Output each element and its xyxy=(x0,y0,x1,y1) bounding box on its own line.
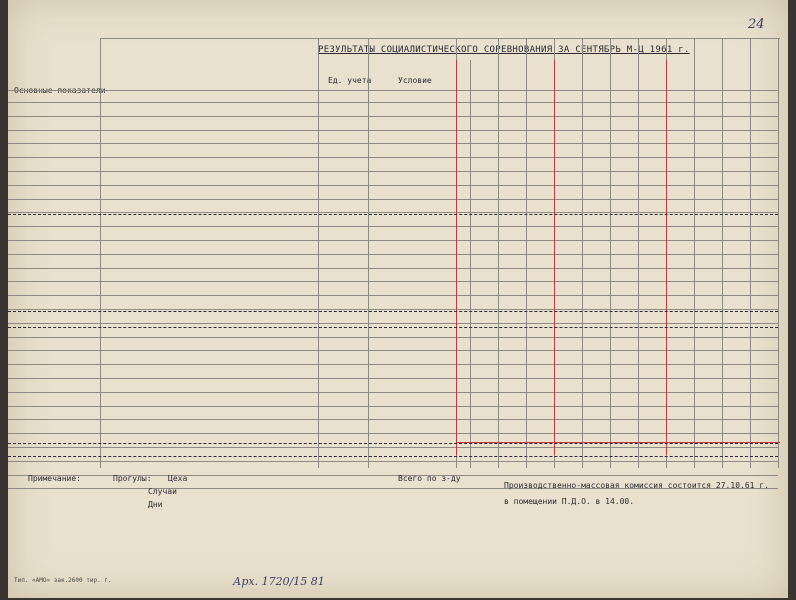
absence-label: Прогулы: xyxy=(113,474,152,483)
grid-row-line xyxy=(8,116,778,117)
grid-col-line xyxy=(526,60,527,468)
grid-row-line xyxy=(8,323,778,324)
grid-row-line xyxy=(8,268,778,269)
dashed-separator xyxy=(8,456,778,457)
grid-row-line xyxy=(8,406,778,407)
document-title: РЕЗУЛЬТАТЫ СОЦИАЛИСТИЧЕСКОГО СОРЕВНОВАНИЯ ЗА СЕНТЯБРЬ М-Ц 1961 г. xyxy=(318,45,690,55)
col-number-line xyxy=(8,90,778,91)
grid-col-line xyxy=(638,60,639,468)
page-number: 24 xyxy=(748,17,765,32)
dashed-separator xyxy=(8,327,778,328)
grid-row-line xyxy=(8,433,778,434)
dashed-separator xyxy=(8,311,778,312)
grid-row-line xyxy=(8,130,778,131)
grid-row-line xyxy=(8,171,778,172)
grid-row-line xyxy=(8,309,778,310)
grid-row-line xyxy=(8,185,778,186)
grid-row-line xyxy=(8,337,778,338)
grid-col-line xyxy=(582,60,583,468)
dashed-separator xyxy=(8,214,778,215)
grid-row-line xyxy=(8,295,778,296)
header-unit: Ед. учета xyxy=(328,76,372,85)
grid-col-line xyxy=(750,60,751,468)
grid-col-line xyxy=(368,38,369,468)
grid-row-line xyxy=(8,226,778,227)
archive-reference: Арх. 1720/15 81 xyxy=(233,575,325,588)
workshop-label: Цеха xyxy=(168,474,188,483)
grid-row-line xyxy=(8,157,778,158)
grid-col-line xyxy=(610,60,611,468)
grid-row-line xyxy=(8,240,778,241)
red-column-divider xyxy=(666,60,667,455)
dashed-separator xyxy=(8,443,778,444)
commission-line-1: Производственно-массовая комиссия состоится 27.10.61 г. xyxy=(504,481,769,490)
print-mark: Тип. «АМО» зак.2600 тир. г. xyxy=(14,577,112,584)
grid-col-line xyxy=(470,60,471,468)
grid-col-line xyxy=(722,60,723,468)
cases-label: Случаи xyxy=(148,487,177,496)
grid-col-line xyxy=(498,60,499,468)
document-sheet xyxy=(8,0,788,598)
days-label: Дни xyxy=(148,500,163,509)
red-column-divider xyxy=(456,60,457,455)
grid-row-line xyxy=(8,254,778,255)
grid-col-line xyxy=(778,38,779,468)
grid-row-line xyxy=(8,461,778,462)
grid-row-line xyxy=(8,350,778,351)
total-label: Всего по з-ду xyxy=(398,474,461,483)
grid-row-line xyxy=(8,199,778,200)
header-main-indicators: Основные показатели xyxy=(14,86,106,95)
commission-line-2: в помещении П.Д.О. в 14.00. xyxy=(504,497,635,506)
grid-row-line xyxy=(8,419,778,420)
header-line xyxy=(100,38,780,39)
grid-col-line xyxy=(318,38,319,468)
grid-col-line xyxy=(694,60,695,468)
grid-row-line xyxy=(8,378,778,379)
grid-row-line xyxy=(8,447,778,448)
red-column-divider xyxy=(554,60,555,455)
grid-row-line xyxy=(8,143,778,144)
note-label: Примечание: xyxy=(28,474,81,483)
grid-row-line xyxy=(8,281,778,282)
header-conditions: Условие xyxy=(398,76,432,85)
grid-row-line xyxy=(8,364,778,365)
grid-row-line xyxy=(8,392,778,393)
grid-row-line xyxy=(8,102,778,103)
grid-col-line xyxy=(100,38,101,468)
